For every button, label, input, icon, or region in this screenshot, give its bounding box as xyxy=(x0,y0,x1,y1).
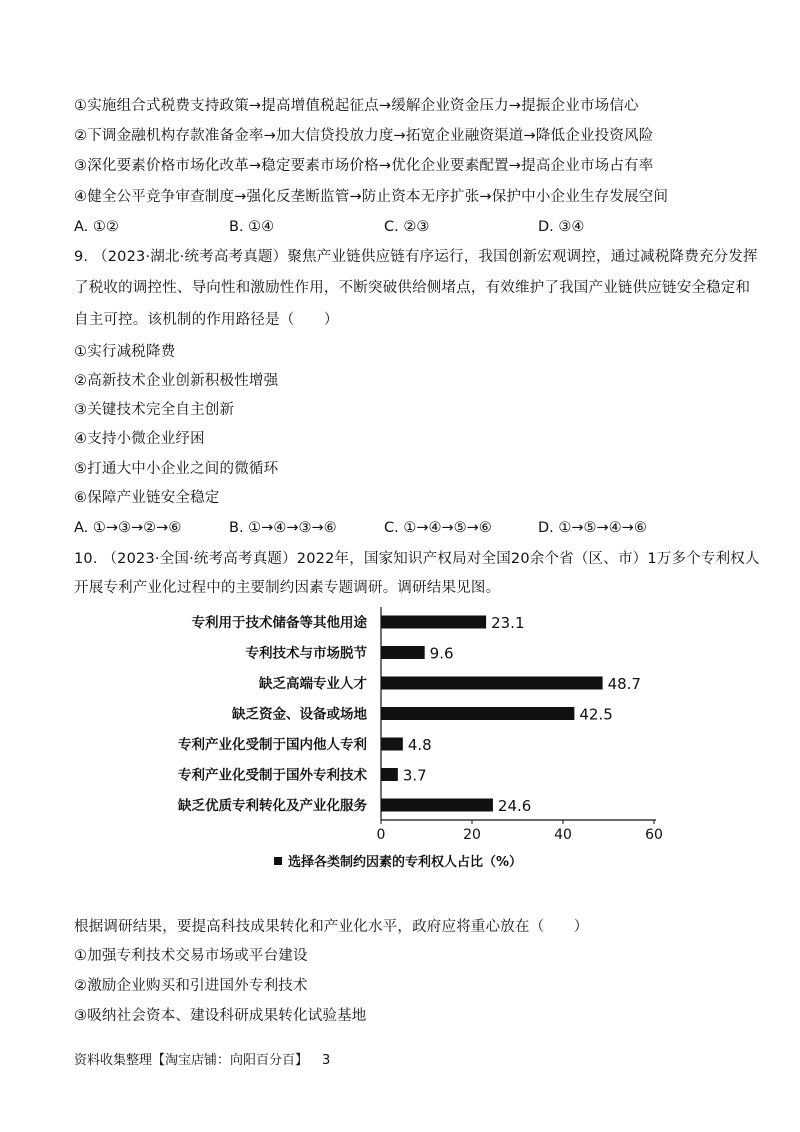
q9-item-4: ④支持小微企业纾困 xyxy=(74,431,205,447)
q9-item-6: ⑥保障产业链安全稳定 xyxy=(74,490,220,506)
chart-bar xyxy=(381,768,398,781)
chart-value-label: 23.1 xyxy=(491,614,525,632)
chart-legend-marker xyxy=(274,857,282,865)
chart-x-ticks xyxy=(377,820,663,843)
q9-stem-line-1: 9. （2023·湖北·统考高考真题）聚焦产业链供应链有序运行，我国创新宏观调控，通过减税降费充分发挥 xyxy=(74,249,758,265)
chart-value-label: 9.6 xyxy=(429,644,454,663)
chart-bar xyxy=(381,677,603,690)
chart-category-label: 缺乏资金、设备或场地 xyxy=(232,706,367,723)
footer-text: 资料收集整理【淘宝店铺：向阳百分百】 xyxy=(74,1053,309,1068)
chart-bar xyxy=(381,616,486,629)
q8-option-c: C. ②③ xyxy=(384,219,430,235)
chart-category-labels xyxy=(178,614,367,814)
q10-item-2: ②激励企业购买和引进国外专利技术 xyxy=(74,978,308,994)
chart-x-tick-label: 20 xyxy=(463,827,481,843)
q8-item-3: ③深化要素价格市场化改革→稳定要素市场价格→优化企业要素配置→提高企业市场占有率 xyxy=(74,158,654,174)
q9-stem-line-3: 自主可控。该机制的作用路径是（ ） xyxy=(74,312,339,328)
chart-legend-text: 选择各类制约因素的专利权人占比（%） xyxy=(288,855,523,870)
chart-x-tick-label: 60 xyxy=(645,827,663,843)
q9-option-b: B. ①→④→③→⑥ xyxy=(229,520,337,536)
chart-bar xyxy=(381,707,574,720)
chart-value-label: 3.7 xyxy=(402,766,427,785)
q9-item-2: ②高新技术企业创新积极性增强 xyxy=(74,373,279,389)
chart-value-label: 4.8 xyxy=(407,736,432,754)
q10-item-1: ①加强专利技术交易市场或平台建设 xyxy=(74,948,308,964)
q9-stem-line-2: 了税收的调控性、导向性和激励性作用，不断突破供给侧堵点，有效维护了我国产业链供应链安全稳定和 xyxy=(74,280,751,296)
page-number: 3 xyxy=(322,1053,331,1068)
chart-bar xyxy=(381,799,493,812)
q8-item-1: ①实施组合式税费支持政策→提高增值税起征点→缓解企业资金压力→提振企业市场信心 xyxy=(74,98,639,114)
chart-category-label: 专利技术与市场脱节 xyxy=(245,645,367,662)
chart-value-label: 24.6 xyxy=(497,797,532,815)
q9-item-3: ③关键技术完全自主创新 xyxy=(74,402,235,418)
q9-item-1: ①实行减税降费 xyxy=(74,344,176,360)
q9-option-a: A. ①→③→②→⑥ xyxy=(74,520,182,536)
chart-bar xyxy=(381,738,403,751)
chart-category-label: 缺乏高端专业人才 xyxy=(259,676,367,692)
chart-value-label: 48.7 xyxy=(607,675,641,693)
q8-option-a: A. ①② xyxy=(74,219,119,235)
q10-stem-line-1: 10. （2023·全国·统考高考真题）2022年，国家知识产权局对全国20余个省（区、市）1万多个专利权人 xyxy=(74,551,760,567)
chart-category-label: 专利用于技术储备等其他用途 xyxy=(191,615,367,631)
q9-option-d: D. ①→⑤→④→⑥ xyxy=(538,520,647,536)
chart-category-label: 专利产业化受制于国外专利技术 xyxy=(178,767,367,784)
chart-value-label: 42.5 xyxy=(579,705,613,724)
q8-item-2: ②下调金融机构存款准备金率→加大信贷投放力度→拓宽企业融资渠道→降低企业投资风险 xyxy=(74,128,654,144)
chart-x-tick-label: 40 xyxy=(554,827,572,843)
q10-item-3: ③吸纳社会资本、建设科研成果转化试验基地 xyxy=(74,1008,367,1024)
constraint-factors-bar-chart xyxy=(150,605,670,885)
q10-stem-line-2: 开展专利产业化过程中的主要制约因素专题调研。调研结果见图。 xyxy=(74,580,501,596)
q9-item-5: ⑤打通大中小企业之间的微循环 xyxy=(74,461,279,477)
chart-category-label: 缺乏优质专利转化及产业化服务 xyxy=(178,798,367,814)
chart-bar xyxy=(381,646,425,659)
chart-x-tick-label: 0 xyxy=(376,827,386,843)
q8-item-4: ④健全公平竞争审查制度→强化反垄断监管→防止资本无序扩张→保护中小企业生存发展空间 xyxy=(74,189,669,205)
q10-question: 根据调研结果，要提高科技成果转化和产业化水平，政府应将重心放在（ ） xyxy=(74,919,589,935)
q8-option-d: D. ③④ xyxy=(538,219,585,235)
page-footer xyxy=(74,1049,330,1068)
chart-category-label: 专利产业化受制于国内他人专利 xyxy=(178,737,367,753)
q9-option-c: C. ①→④→⑤→⑥ xyxy=(384,520,492,536)
q8-option-b: B. ①④ xyxy=(229,219,275,235)
